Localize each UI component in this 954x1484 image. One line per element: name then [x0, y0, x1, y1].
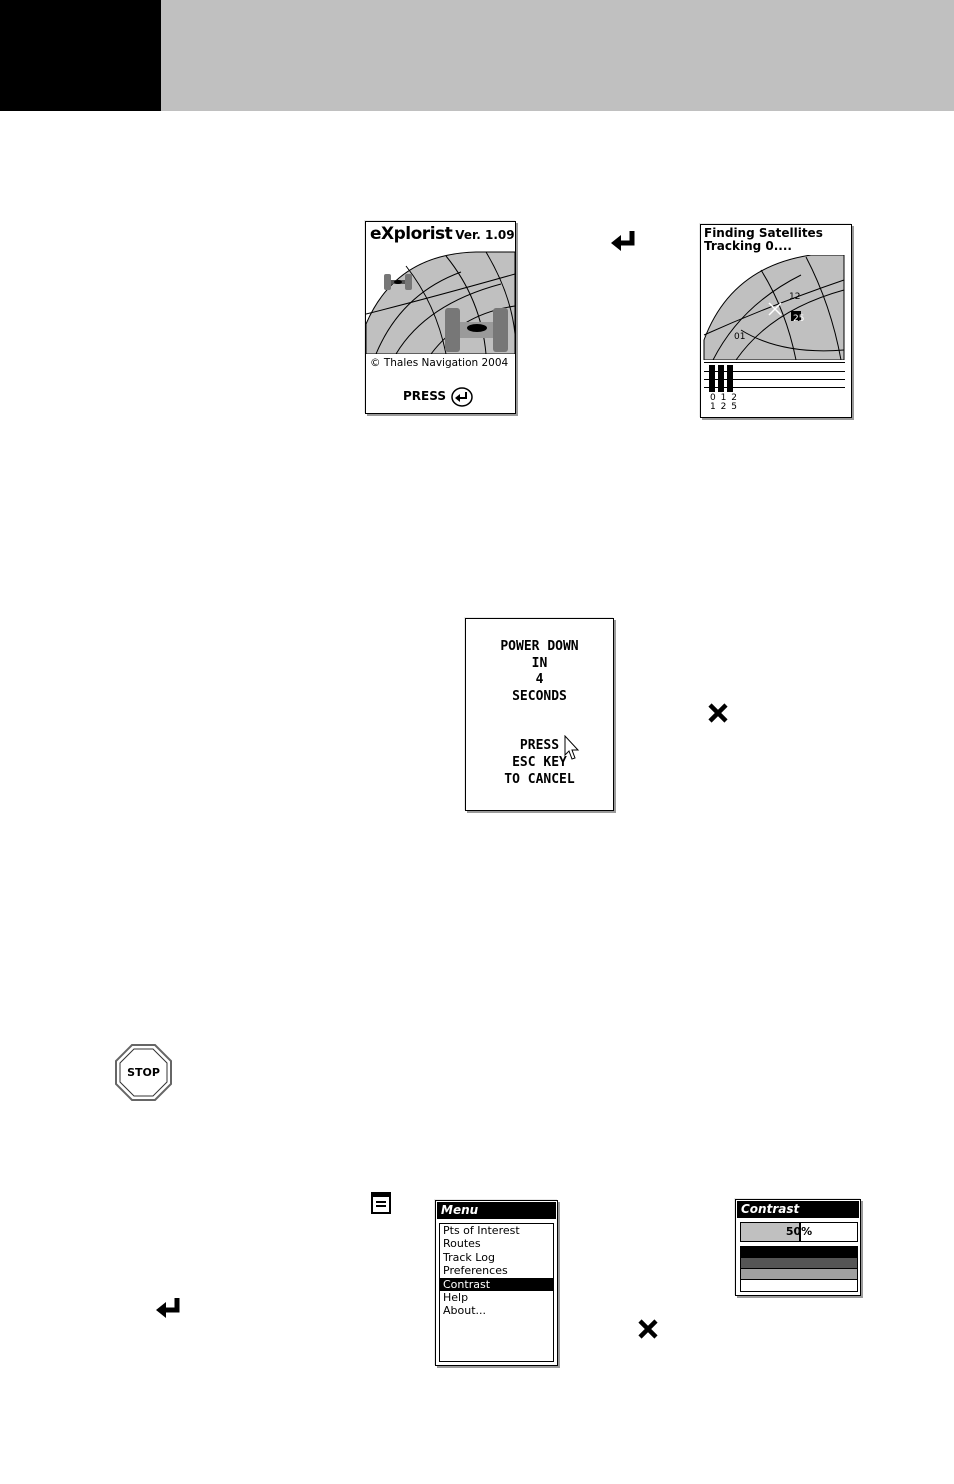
bar-label: 2: [720, 402, 728, 412]
satellite-large-icon: [443, 306, 511, 354]
bar-label: 0: [710, 393, 717, 403]
sat-status-line-1: Finding Satellites: [704, 226, 823, 240]
signal-bar: [709, 365, 715, 392]
contrast-value: 50%: [785, 1225, 813, 1238]
signal-bar: [727, 365, 733, 392]
power-down-line: IN: [531, 656, 548, 671]
enter-key-icon: [451, 387, 473, 407]
stop-sign-label: STOP: [127, 1066, 160, 1079]
sat-label: 25: [793, 314, 805, 324]
contrast-swatch: [740, 1279, 858, 1292]
menu-item-about[interactable]: About...: [443, 1304, 487, 1318]
menu-item-help[interactable]: Help: [443, 1290, 469, 1304]
satellite-globe: [701, 255, 851, 360]
enter-key-icon: [610, 229, 636, 253]
menu-screen: [435, 1200, 558, 1366]
bar-labels-bottom: [710, 402, 738, 412]
menu-item-contrast[interactable]: Contrast: [440, 1278, 553, 1291]
bar-label: 1: [710, 402, 717, 412]
satellite-small-icon: [383, 272, 413, 292]
power-down-line: PRESS: [519, 738, 560, 753]
power-down-countdown: 4: [535, 672, 544, 687]
mouse-cursor-icon: [564, 735, 580, 761]
esc-x-icon: [637, 1318, 659, 1340]
power-down-line: POWER DOWN: [500, 639, 579, 654]
splash-version: Ver. 1.09: [455, 228, 515, 242]
splash-screen: [365, 221, 516, 414]
splash-press-label: PRESS: [403, 389, 446, 403]
power-down-screen: [465, 618, 614, 811]
power-down-line: TO CANCEL: [504, 772, 575, 787]
header-black-block: [0, 0, 161, 111]
menu-list: [439, 1223, 554, 1362]
splash-brand: eXplorist: [370, 224, 453, 244]
bar-label: 1: [720, 393, 728, 403]
splash-copyright: © Thales Navigation 2004: [370, 357, 509, 369]
signal-bar-chart: [704, 362, 845, 393]
sat-status-line-2: Tracking 0....: [704, 239, 792, 253]
menu-item-track-log[interactable]: Track Log: [443, 1250, 495, 1264]
enter-key-icon: [155, 1296, 181, 1320]
bar-label: 2: [731, 393, 738, 403]
contrast-slider[interactable]: [740, 1222, 858, 1242]
header-gray-bar: [161, 0, 954, 111]
satellite-screen: [700, 224, 852, 418]
contrast-screen: [735, 1199, 861, 1296]
contrast-title: Contrast: [737, 1201, 859, 1218]
splash-title: [370, 224, 515, 244]
menu-item-preferences[interactable]: Preferences: [443, 1264, 508, 1278]
menu-item-routes[interactable]: Routes: [443, 1237, 481, 1251]
sat-label: 12: [789, 292, 801, 302]
bar-label: 5: [731, 402, 738, 412]
signal-bar: [718, 365, 724, 392]
menu-key-icon: [371, 1192, 391, 1214]
menu-item-pts-of-interest[interactable]: Pts of Interest: [443, 1224, 520, 1237]
menu-title: Menu: [437, 1202, 556, 1219]
power-down-line: ESC KEY: [512, 755, 567, 770]
power-down-line: SECONDS: [512, 689, 567, 704]
sat-label: 01: [734, 332, 746, 342]
esc-x-icon: [707, 702, 729, 724]
